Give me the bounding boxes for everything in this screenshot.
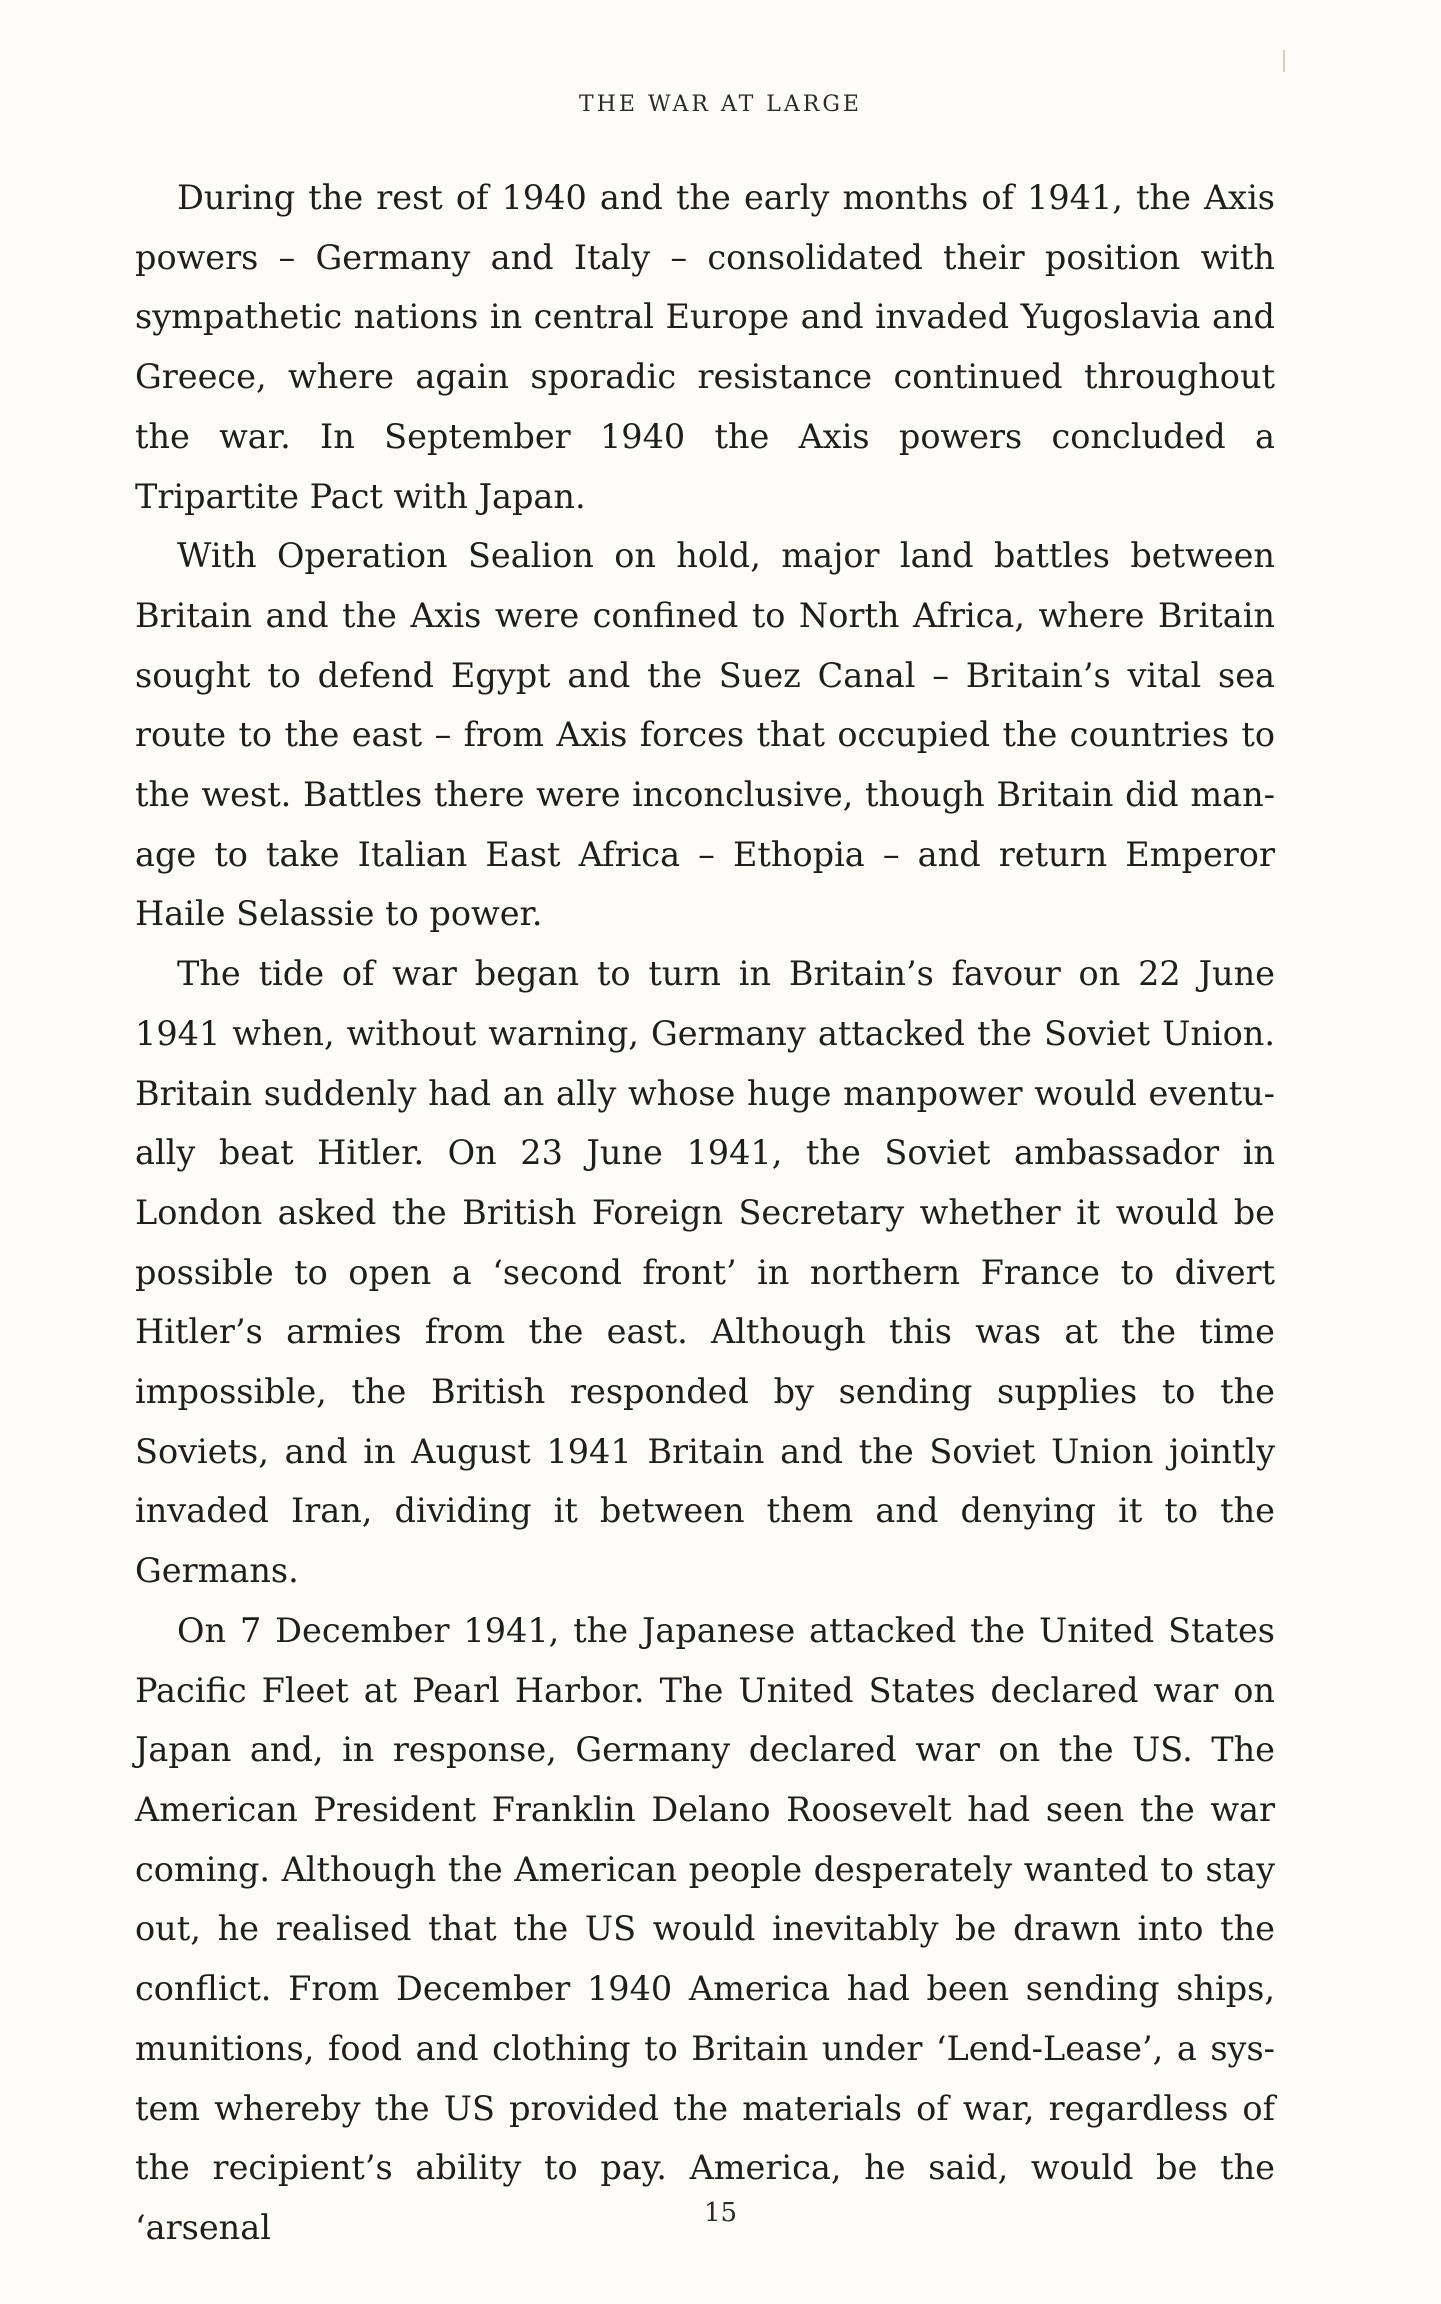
paragraph: With Operation Sealion on hold, major land battles between Britain and the Axis were confined to North Africa, where Britain sought to defend Egypt and the Suez Canal – Britain’s vital sea route to the east – from Axis forces that occupied the countries to the west. Battles there were inconclusive, though Britain did manage to take Italian East Africa – Ethopia – and return Emperor Haile Selassie to power.	[135, 536, 1275, 934]
paragraph: The tide of war began to turn in Britain’s favour on 22 June 1941 when, without warning, Germany attacked the Soviet Union. Britain suddenly had an ally whose huge manpower would eventually beat Hitler. On 23 June 1941, the Soviet ambassador in London asked the British Foreign Secretary whether it would be possible to open a ‘second front’ in northern France to divert Hitler’s armies from the east. Although this was at the time impossible, the British responded by sending supplies to the Soviets, and in August 1941 Britain and the Soviet Union jointly invaded Iran, dividing it between them and denying it to the Germans.	[135, 954, 1275, 1591]
running-head: THE WAR AT LARGE	[579, 92, 862, 117]
page-number: 15	[703, 2198, 738, 2228]
paragraph: During the rest of 1940 and the early months of 1941, the Axis powers – Germany and Italy – consolidated their position with sympathetic nations in central Europe and invaded Yugoslavia and Greece, where again sporadic resistance continued throughout the war. In September 1940 the Axis powers concluded a Tripartite Pact with Japan.	[135, 178, 1275, 516]
body-text	[135, 168, 1275, 2258]
scan-mark	[1283, 50, 1285, 72]
paragraph: On 7 December 1941, the Japanese attacked the United States Pacific Fleet at Pearl Harbor. The United States declared war on Japan and, in response, Germany declared war on the US. The American President Franklin Delano Roosevelt had seen the war coming. Although the American people desperately wanted to stay out, he realised that the US would inevitably be drawn into the conflict. From December 1940 America had been sending ships, munitions, food and clothing to Britain under ‘Lend-Lease’, a system whereby the US provided the materials of war, regardless of the recipient’s ability to pay. America, he said, would be the ‘arsenal	[135, 1610, 1275, 2247]
